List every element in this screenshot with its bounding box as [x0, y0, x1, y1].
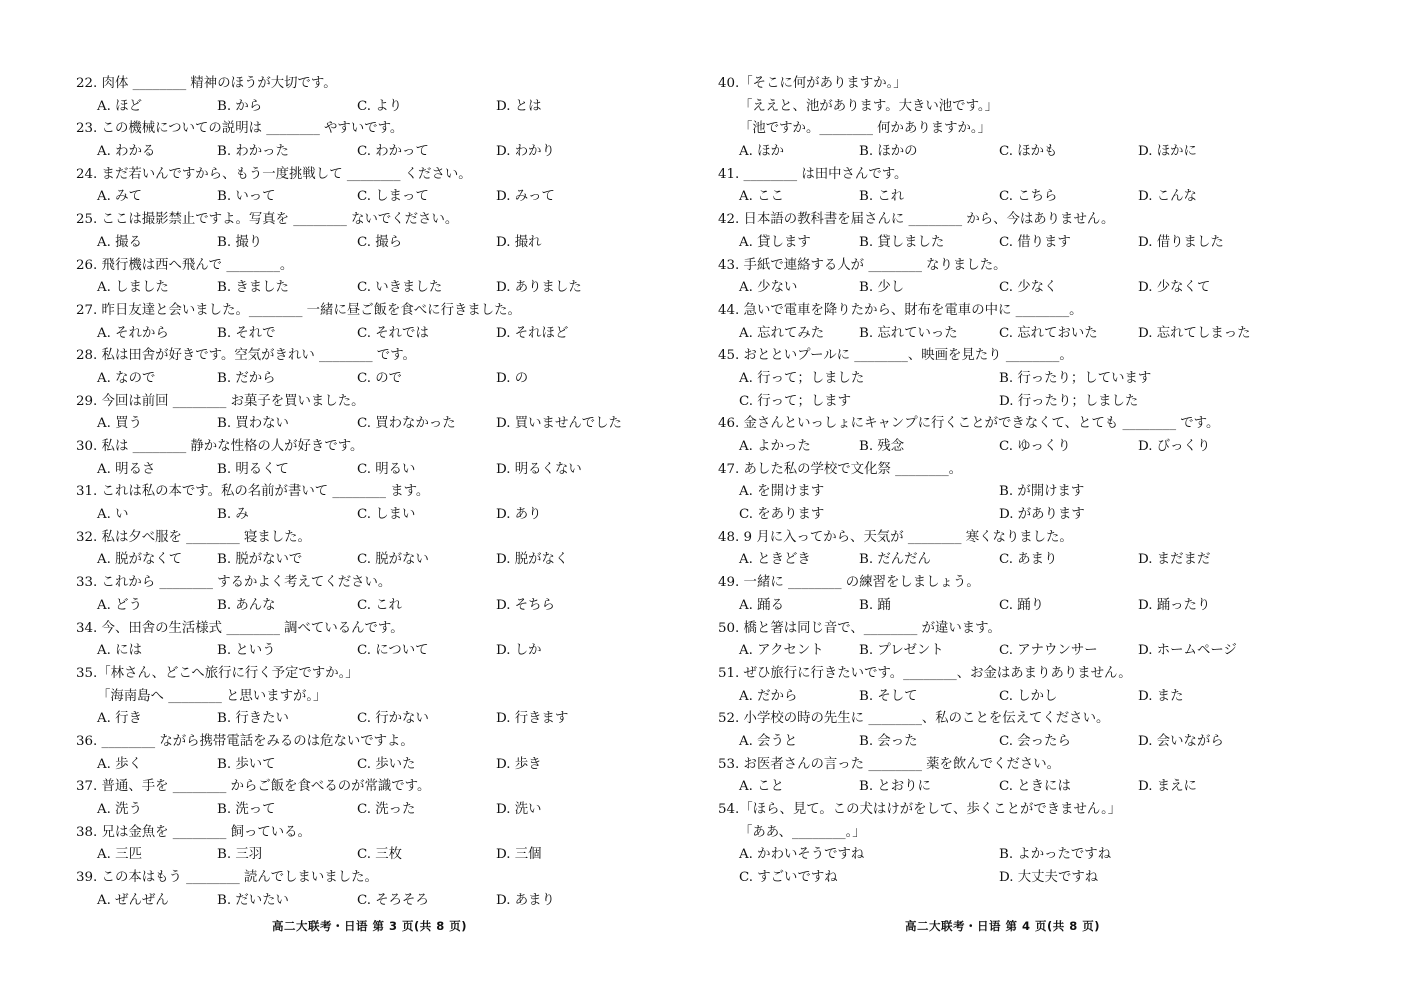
question-text: 46. 金さんといっしょにキャンプに行くことができなくて、とても ________ です。 — [718, 416, 1220, 432]
answer-options — [76, 504, 696, 527]
answer-option: C. ので — [357, 370, 403, 386]
answer-options — [76, 844, 696, 867]
answer-option: D. ありました — [496, 280, 582, 296]
answer-option: A. かわいそうですね — [739, 847, 865, 863]
answer-option: A. なので — [97, 370, 156, 386]
answer-option: B. プレゼント — [859, 643, 944, 659]
answer-option: C. をあります — [739, 507, 825, 523]
question-text: 44. 急いで電車を降りたから、財布を電車の中に ________。 — [718, 302, 1083, 318]
answer-option: A. 少ない — [739, 280, 798, 296]
question-text: 34. 今、田舎の生活様式 ________ 調べているんです。 — [76, 620, 404, 636]
answer-options — [718, 686, 1358, 709]
answer-option: B. そして — [859, 688, 918, 704]
answer-option: B. だんだん — [859, 552, 931, 568]
answer-option: C. あまり — [999, 552, 1058, 568]
answer-option: D. 借りました — [1138, 234, 1224, 250]
answer-option: B. 買わない — [217, 416, 289, 432]
question-text: 45. おとといプールに ________、映画を見たり ________。 — [718, 348, 1073, 364]
question-text: 29. 今回は前回 ________ お菓子を買いました。 — [76, 393, 365, 409]
question-continuation: 「海南島へ ________ と思いますが。」 — [97, 688, 327, 704]
answer-options — [718, 277, 1358, 300]
answer-option: B. 行ったり；しています — [999, 370, 1152, 386]
answer-options — [76, 323, 696, 346]
question-text: 36. ________ ながら携帯電話をみるのは危ないですよ。 — [76, 733, 414, 749]
answer-option: D. 三個 — [496, 847, 542, 863]
answer-option: B. 残念 — [859, 439, 905, 454]
answer-options — [718, 436, 1358, 459]
answer-options — [718, 391, 1358, 414]
answer-option: D. あり — [496, 507, 542, 523]
answer-option: B. とおりに — [859, 779, 931, 795]
answer-options — [76, 754, 696, 777]
answer-option: D. ほかに — [1138, 144, 1197, 160]
answer-option: A. ときどき — [739, 552, 811, 568]
answer-option: B. 脱がないで — [217, 552, 303, 568]
answer-options — [76, 890, 696, 913]
answer-option: B. という — [217, 643, 276, 659]
answer-option: A. しました — [97, 280, 169, 296]
answer-option: A. 忘れてみた — [739, 325, 825, 341]
answer-options — [718, 504, 1358, 527]
answer-option: B. 踊 — [859, 597, 891, 613]
answer-options — [718, 844, 1358, 867]
answer-option: A. 撮る — [97, 234, 142, 250]
answer-option: C. こちら — [999, 189, 1058, 205]
answer-option: A. 明るさ — [97, 461, 156, 477]
question-text: 23. この機械についての説明は ________ やすいです。 — [76, 121, 404, 137]
answer-option: B. 貸しました — [859, 234, 945, 250]
left-column — [76, 73, 696, 912]
answer-option: D. 会いながら — [1138, 733, 1224, 749]
answer-option: D. 大丈夫ですね — [999, 870, 1099, 886]
answer-option: B. 歩いて — [217, 756, 276, 772]
answer-option: A. 行って；しました — [739, 370, 865, 386]
page-footer-right: 高二大联考・日语 第 4 页(共 8 页) — [905, 919, 1101, 933]
answer-option: C. 少なく — [999, 280, 1058, 296]
answer-option: A. 三匹 — [97, 847, 142, 863]
answer-option: B. きました — [217, 280, 289, 296]
answer-option: C. いきました — [357, 280, 443, 296]
question-text: 50. 橋と箸は同じ音で、________ が違います。 — [718, 620, 1001, 636]
answer-option: A. 踊る — [739, 597, 784, 613]
answer-option: C. 歩いた — [357, 756, 416, 772]
answer-option: C. より — [357, 98, 403, 114]
answer-option: C. 踊り — [999, 597, 1045, 613]
answer-option: D. 洗い — [496, 802, 542, 817]
answer-option: C. これ — [357, 597, 403, 613]
answer-option: D. 買いませんでした — [496, 416, 622, 432]
answer-option: D. そちら — [496, 597, 555, 613]
answer-option: B. 撮り — [217, 234, 263, 250]
question-text: 26. 飛行機は西へ飛んで ________。 — [76, 257, 294, 273]
answer-options — [76, 640, 696, 663]
answer-option: D. 行ったり；しました — [999, 393, 1139, 409]
answer-option: D. まえに — [1138, 779, 1197, 795]
answer-option: B. あんな — [217, 597, 276, 613]
question-continuation: 「ああ、________。」 — [739, 824, 866, 840]
answer-option: C. 洗った — [357, 802, 416, 817]
answer-option: D. 行きます — [496, 711, 569, 727]
answer-options — [718, 232, 1358, 255]
answer-option: D. また — [1138, 688, 1184, 704]
answer-option: D. とは — [496, 98, 542, 114]
question-text: 40.「そこに何がありますか。」 — [718, 76, 907, 91]
answer-option: B. 明るくて — [217, 461, 289, 477]
answer-option: A. 会うと — [739, 733, 798, 749]
question-text: 47. あした私の学校で文化祭 ________。 — [718, 461, 963, 477]
answer-option: B. から — [217, 98, 263, 114]
answer-options — [718, 323, 1358, 346]
answer-option: A. それから — [97, 325, 169, 341]
answer-option: C. わかって — [357, 144, 429, 160]
answer-option: B. わかった — [217, 144, 289, 160]
question-text: 38. 兄は金魚を ________ 飼っている。 — [76, 824, 311, 840]
question-text: 28. 私は田舎が好きです。空気がきれい ________ です。 — [76, 348, 416, 364]
answer-option: C. アナウンサー — [999, 643, 1098, 659]
answer-option: D. しか — [496, 643, 542, 659]
question-text: 32. 私は夕べ服を ________ 寝ました。 — [76, 529, 311, 545]
answer-option: B. それで — [217, 325, 276, 341]
answer-option: D. それほど — [496, 325, 569, 341]
answer-option: A. よかった — [739, 439, 811, 454]
answer-option: B. よかったですね — [999, 847, 1112, 863]
answer-option: D. 忘れてしまった — [1138, 325, 1251, 341]
answer-option: C. そろそろ — [357, 892, 429, 908]
answer-option: A. い — [97, 507, 129, 523]
answer-option: D. 明るくない — [496, 461, 582, 477]
right-column — [718, 73, 1358, 890]
answer-options — [76, 708, 696, 731]
question-text: 39. この本はもう ________ 読んでしまいました。 — [76, 870, 378, 886]
answer-options — [76, 96, 696, 119]
answer-options — [76, 277, 696, 300]
question-text: 37. 普通、手を ________ からご飯を食べるのが常識です。 — [76, 779, 431, 795]
answer-options — [76, 186, 696, 209]
answer-options — [718, 731, 1358, 754]
answer-option: D. まだまだ — [1138, 552, 1211, 568]
answer-option: C. しまい — [357, 507, 416, 523]
question-text: 30. 私は ________ 静かな性格の人が好きです。 — [76, 439, 364, 454]
answer-option: B. が開けます — [999, 484, 1085, 500]
answer-option: C. 借ります — [999, 234, 1071, 250]
answer-option: C. 行って；します — [739, 393, 852, 409]
question-continuation: 「ええと、池があります。大きい池です。」 — [739, 98, 998, 114]
answer-option: A. だから — [739, 688, 798, 704]
question-text: 48. 9 月に入ってから、天気が ________ 寒くなりました。 — [718, 529, 1073, 545]
answer-option: B. 忘れていった — [859, 325, 958, 341]
answer-option: A. アクセント — [739, 643, 824, 659]
answer-option: C. 忘れておいた — [999, 325, 1098, 341]
answer-options — [76, 413, 696, 436]
answer-option: B. だから — [217, 370, 276, 386]
question-text: 31. これは私の本です。私の名前が書いて ________ ます。 — [76, 484, 430, 500]
answer-option: A. には — [97, 643, 142, 659]
answer-option: C. 買わなかった — [357, 416, 456, 432]
answer-options — [718, 481, 1358, 504]
answer-options — [76, 459, 696, 482]
answer-option: A. 行き — [97, 711, 142, 727]
answer-options — [76, 368, 696, 391]
answer-options — [718, 549, 1358, 572]
answer-option: D. こんな — [1138, 189, 1197, 205]
question-text: 42. 日本語の教科書を届さんに ________ から、今はありません。 — [718, 212, 1115, 228]
answer-option: C. 会ったら — [999, 733, 1071, 749]
answer-option: A. 貸します — [739, 234, 811, 250]
answer-options — [718, 640, 1358, 663]
answer-option: B. 会った — [859, 733, 918, 749]
answer-option: D. 踊ったり — [1138, 597, 1211, 613]
answer-option: A. 洗う — [97, 802, 142, 817]
answer-option: B. 少し — [859, 280, 905, 296]
question-text: 27. 昨日友達と会いました。________ 一緒に昼ご飯を食べに行きました。 — [76, 302, 521, 318]
answer-option: C. 明るい — [357, 461, 416, 477]
answer-option: C. 脱がない — [357, 552, 429, 568]
answer-option: B. ほかの — [859, 144, 918, 160]
answer-option: D. みって — [496, 189, 555, 205]
answer-options — [718, 186, 1358, 209]
answer-option: A. わかる — [97, 144, 156, 160]
answer-options — [76, 549, 696, 572]
answer-option: B. 行きたい — [217, 711, 289, 727]
question-text: 24. まだ若いんですから、もう一度挑戦して ________ ください。 — [76, 166, 472, 182]
answer-option: B. み — [217, 507, 249, 523]
answer-options — [718, 776, 1358, 799]
question-text: 33. これから ________ するかよく考えてください。 — [76, 575, 392, 591]
answer-option: A. みて — [97, 189, 142, 205]
question-text: 52. 小学校の時の先生に ________、私のことを伝えてください。 — [718, 711, 1110, 727]
answer-option: A. を開けます — [739, 484, 825, 500]
question-continuation: 「池ですか。________ 何かありますか。」 — [739, 121, 991, 137]
question-text: 53. お医者さんの言った ________ 薬を飲んでください。 — [718, 756, 1061, 772]
answer-option: C. それでは — [357, 325, 429, 341]
answer-option: C. 行かない — [357, 711, 429, 727]
answer-option: D. わかり — [496, 144, 555, 160]
answer-option: A. ほか — [739, 144, 784, 160]
question-text: 25. ここは撮影禁止ですよ。写真を ________ ないでください。 — [76, 212, 459, 228]
answer-option: A. ぜんぜん — [97, 892, 169, 908]
answer-option: A. 歩く — [97, 756, 142, 772]
question-text: 54.「ほら、見て。この犬はけがをして、歩くことができません。」 — [718, 802, 1122, 817]
answer-option: D. あまり — [496, 892, 555, 908]
answer-option: B. これ — [859, 189, 905, 205]
answer-option: A. 買う — [97, 416, 142, 432]
answer-option: D. びっくり — [1138, 439, 1211, 454]
answer-option: A. 脱がなくて — [97, 552, 183, 568]
answer-option: C. ゆっくり — [999, 439, 1071, 454]
answer-option: C. について — [357, 643, 429, 659]
answer-option: D. 歩き — [496, 756, 542, 772]
answer-option: D. 脱がなく — [496, 552, 569, 568]
question-text: 41. ________ は田中さんです。 — [718, 166, 908, 182]
answer-options — [76, 799, 696, 822]
answer-option: C. しかし — [999, 688, 1058, 704]
answer-option: B. だいたい — [217, 892, 289, 908]
answer-option: C. しまって — [357, 189, 429, 205]
answer-option: B. 三羽 — [217, 847, 263, 863]
question-text: 35.「林さん、どこへ旅行に行く予定ですか。」 — [76, 665, 359, 681]
answer-options — [718, 141, 1358, 164]
answer-options — [76, 141, 696, 164]
answer-option: D. があります — [999, 507, 1085, 523]
answer-options — [76, 595, 696, 618]
answer-option: D. 少なくて — [1138, 280, 1211, 296]
answer-options — [718, 595, 1358, 618]
answer-option: C. 撮ら — [357, 234, 403, 250]
answer-option: A. こと — [739, 779, 784, 795]
question-text: 22. 肉体 ________ 精神のほうが大切です。 — [76, 76, 337, 91]
answer-option: A. ほど — [97, 98, 142, 114]
question-text: 51. ぜひ旅行に行きたいです。________、お金はあまりありません。 — [718, 665, 1132, 681]
answer-option: A. どう — [97, 597, 142, 613]
answer-option: D. 撮れ — [496, 234, 542, 250]
answer-option: D. の — [496, 370, 529, 386]
answer-options — [718, 867, 1358, 890]
question-text: 43. 手紙で連絡する人が ________ なりました。 — [718, 257, 1007, 273]
answer-option: C. ほかも — [999, 144, 1058, 160]
answer-option: B. 洗って — [217, 802, 276, 817]
answer-option: C. ときには — [999, 779, 1071, 795]
answer-option: B. いって — [217, 189, 276, 205]
answer-options — [76, 232, 696, 255]
page-footer-left: 高二大联考・日语 第 3 页(共 8 页) — [272, 919, 468, 933]
answer-option: D. ホームページ — [1138, 643, 1237, 659]
answer-option: C. 三枚 — [357, 847, 403, 863]
question-text: 49. 一緒に ________ の練習をしましょう。 — [718, 575, 980, 591]
answer-option: A. ここ — [739, 189, 784, 205]
answer-option: C. すごいですね — [739, 870, 838, 886]
answer-options — [718, 368, 1358, 391]
